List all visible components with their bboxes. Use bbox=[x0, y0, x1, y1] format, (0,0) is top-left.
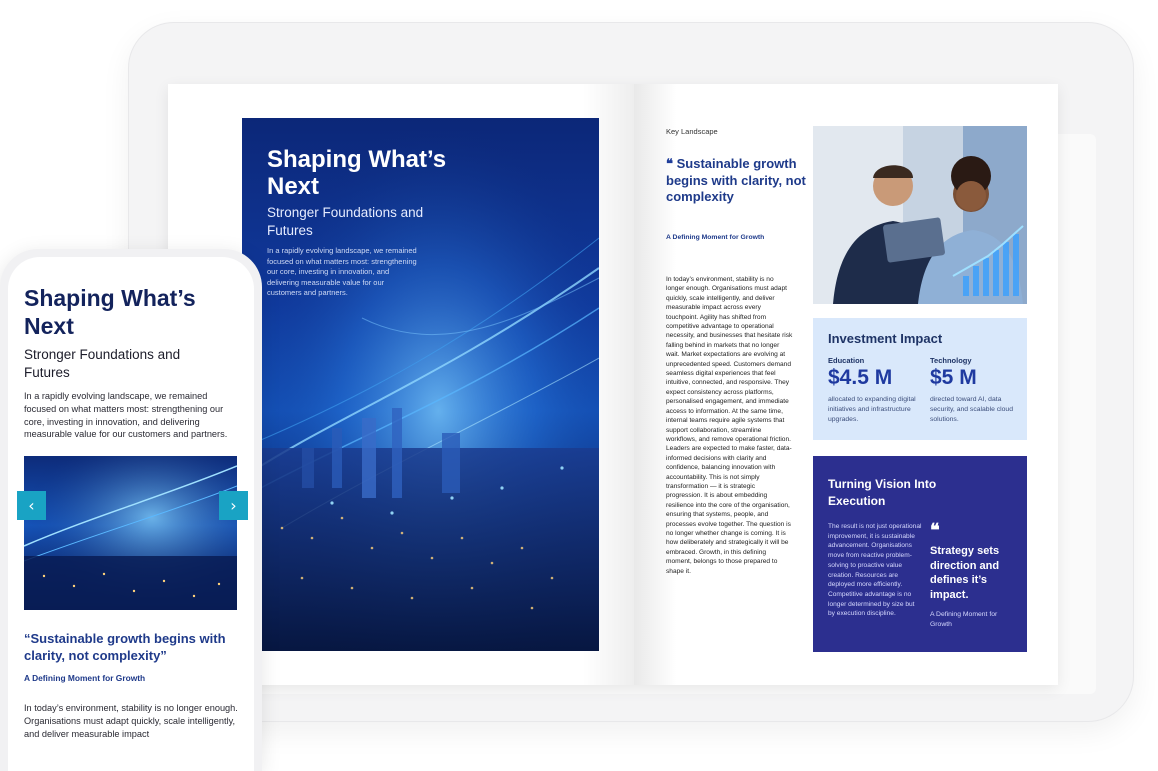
vision-panel bbox=[813, 456, 1027, 652]
investment-title: Investment Impact bbox=[828, 331, 943, 346]
investment-description: directed toward AI, data security, and scalable cloud solutions. bbox=[930, 396, 1013, 423]
carousel-prev-button[interactable] bbox=[17, 491, 46, 520]
investment-technology bbox=[930, 356, 1025, 425]
vision-title: Turning Vision Into Execution bbox=[828, 477, 937, 508]
pull-quote-text: Sustainable growth begins with clarity, not complexity bbox=[666, 156, 806, 204]
quote-mark-icon: ❝ bbox=[666, 157, 673, 172]
cover-title: Shaping What’s Next bbox=[267, 146, 447, 200]
investment-impact-panel bbox=[813, 318, 1027, 440]
article-body: In today’s environment, stability is no longer enough. Organisations must adapt quickly, scale intelligently, and deliver measurable impact across every touchpoint. Agility has shifted from competitive advantage to operational necessity, and businesses that hesitate risk falling behind in markets that no longer wait. Market expectations are evolving at unprecedented speed. Customers demand seamless digital experiences that feel intuitive, connected, and responsive. They expect consistency across platforms, personalised engagement, and immediate access to information. At the same time, internal teams require agile systems that support collaboration, streamline workflows, and remove operational friction. Leaders are expected to make faster, data-informed decisions with clarity and confidence, balancing innovation with accountability. This is not simply transformation — it is strategic progression. It is about embedding resilience into the core of the organisation, ensuring that systems, people, and processes evolve together. The question is no longer whether change is coming. It is how deliberately and strategically it will be embraced. Growth, in this defining moment, belongs to those prepared to shape it. bbox=[666, 276, 793, 575]
phone-pull-quote: “Sustainable growth begins with clarity, not complexity” bbox=[24, 631, 226, 663]
phone-subtitle: Stronger Foundations and Futures bbox=[24, 347, 181, 380]
phone-city-graphic bbox=[24, 456, 237, 610]
phone-carousel-image bbox=[24, 456, 237, 610]
chevron-right-icon: › bbox=[230, 496, 237, 515]
cover-subtitle: Stronger Foundations and Futures bbox=[267, 205, 424, 238]
pull-quote bbox=[666, 156, 806, 205]
investment-description: allocated to expanding digital initiatives and infrastructure upgrades. bbox=[828, 396, 916, 423]
vision-quote-text: Strategy sets direction and defines it’s impact. bbox=[930, 545, 1000, 601]
photo-illustration bbox=[813, 126, 1027, 304]
business-people-photo bbox=[813, 126, 1027, 304]
phone-title: Shaping What’s Next bbox=[24, 285, 196, 339]
investment-label: Technology bbox=[930, 356, 972, 365]
phone-body-text: In a rapidly evolving landscape, we remained focused on what matters most: strengthening our core, investing in innovation, and delivering measurable value for our customers and partners. bbox=[24, 391, 228, 440]
investment-value: $4.5 M bbox=[828, 366, 893, 389]
cover-image bbox=[242, 118, 599, 651]
section-label: Key Landscape bbox=[666, 127, 718, 136]
investment-value: $5 M bbox=[930, 366, 977, 389]
vision-body: The result is not just operational improvement, it is sustainable advancement. Organisations move from reactive problem-solving to proactive value creation. Resources are deployed more efficiently. Competitive advantage is no longer determined by size but by execution discipline. bbox=[828, 523, 922, 618]
vision-quote-attribution: A Defining Moment for Growth bbox=[930, 611, 998, 628]
phone-quote-attribution: A Defining Moment for Growth bbox=[24, 673, 146, 683]
investment-education bbox=[828, 356, 923, 425]
pull-quote-attribution: A Defining Moment for Growth bbox=[666, 234, 765, 241]
vision-quote bbox=[930, 522, 1020, 629]
phone-article-body: In today’s environment, stability is no longer enough. Organisations must adapt quickly, scale intelligently, and deliver measurable impact bbox=[24, 703, 238, 739]
carousel-next-button[interactable] bbox=[219, 491, 248, 520]
chevron-left-icon: ‹ bbox=[28, 496, 35, 515]
quote-mark-icon: ❝ bbox=[930, 520, 940, 541]
investment-label: Education bbox=[828, 356, 865, 365]
cover-body-text: In a rapidly evolving landscape, we remained focused on what matters most: strengthening our core, investing in innovation, and delivering measurable value for our customers and partners. bbox=[267, 246, 417, 297]
